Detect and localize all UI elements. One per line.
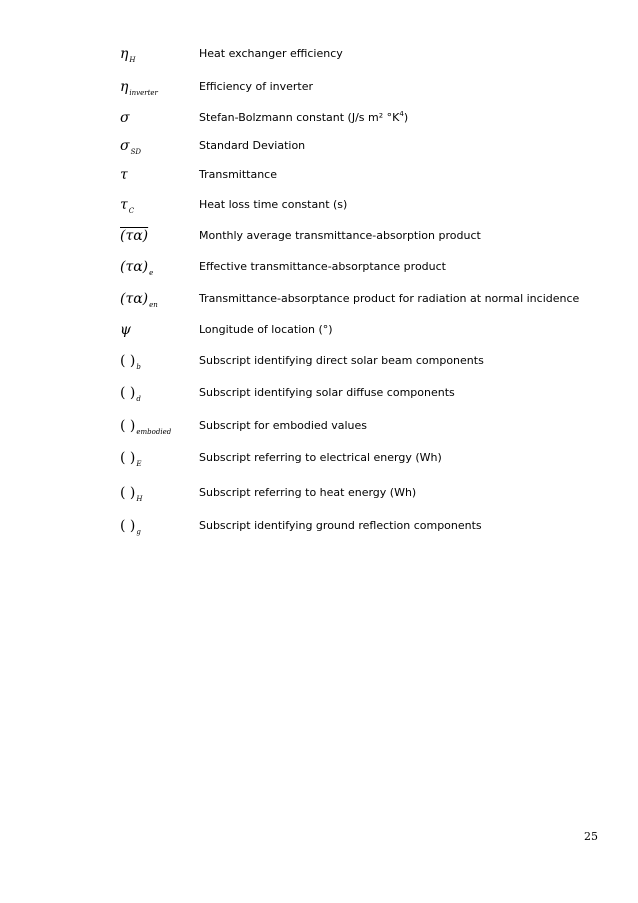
symbol: ψ: [120, 322, 131, 338]
nomenclature-row: [0, 414, 638, 438]
nomenclature-row: [0, 514, 638, 538]
description: Heat exchanger efficiency: [199, 47, 343, 60]
symbol: $\eta_H$: [120, 46, 136, 64]
symbol: ( )$_{embodied}$: [120, 418, 172, 436]
nomenclature-row: [0, 381, 638, 405]
symbol: ( )$_H$: [120, 485, 143, 503]
nomenclature-row: [0, 106, 638, 130]
nomenclature-row: [0, 224, 638, 248]
symbol: ( )$_g$: [120, 518, 141, 536]
description: Monthly average transmittance-absorption product: [199, 229, 481, 242]
description: Subscript identifying ground reflection components: [199, 519, 482, 532]
description: Subscript for embodied values: [199, 419, 367, 432]
nomenclature-row: [0, 481, 638, 505]
symbol: τ: [120, 167, 128, 183]
description: Longitude of location (°): [199, 323, 333, 336]
description: Efficiency of inverter: [199, 80, 314, 93]
description: Stefan-Bolzmann constant (J/s m² $^\circ K^4$): [199, 110, 409, 124]
description: Subscript identifying direct solar beam components: [199, 354, 484, 367]
description: Subscript referring to heat energy (Wh): [199, 486, 417, 499]
description: Transmittance-absorptance product for radiation at normal incidence: [199, 292, 580, 305]
symbol: ( )$_d$: [120, 385, 141, 403]
page-number: 25: [584, 830, 598, 843]
description: Transmittance: [199, 168, 277, 181]
symbol: $\sigma_{SD}$: [120, 138, 141, 156]
nomenclature-row: [0, 193, 638, 217]
symbol: (τα): [120, 228, 149, 244]
symbol: ( )$_E$: [120, 450, 142, 468]
nomenclature-row: [0, 75, 638, 99]
symbol: $(\tau\alpha)_{en}$: [120, 291, 158, 309]
symbol: $(\tau\alpha)_e$: [120, 259, 154, 277]
nomenclature-row: [0, 163, 638, 187]
nomenclature-row: [0, 287, 638, 311]
symbol: ( )$_b$: [120, 353, 141, 371]
description: Subscript identifying solar diffuse components: [199, 386, 455, 399]
description: Heat loss time constant (s): [199, 198, 348, 211]
description: Subscript referring to electrical energy (Wh): [199, 451, 442, 464]
symbol: σ: [120, 110, 130, 126]
nomenclature-row: [0, 134, 638, 158]
nomenclature-row: [0, 42, 638, 66]
symbol: $\eta_{inverter}$: [120, 79, 158, 97]
nomenclature-row: [0, 255, 638, 279]
nomenclature-row: [0, 349, 638, 373]
nomenclature-row: [0, 318, 638, 342]
symbol: $\tau_C$: [120, 197, 135, 215]
description: Standard Deviation: [199, 139, 306, 152]
nomenclature-row: [0, 446, 638, 470]
description: Effective transmittance-absorptance product: [199, 260, 446, 273]
